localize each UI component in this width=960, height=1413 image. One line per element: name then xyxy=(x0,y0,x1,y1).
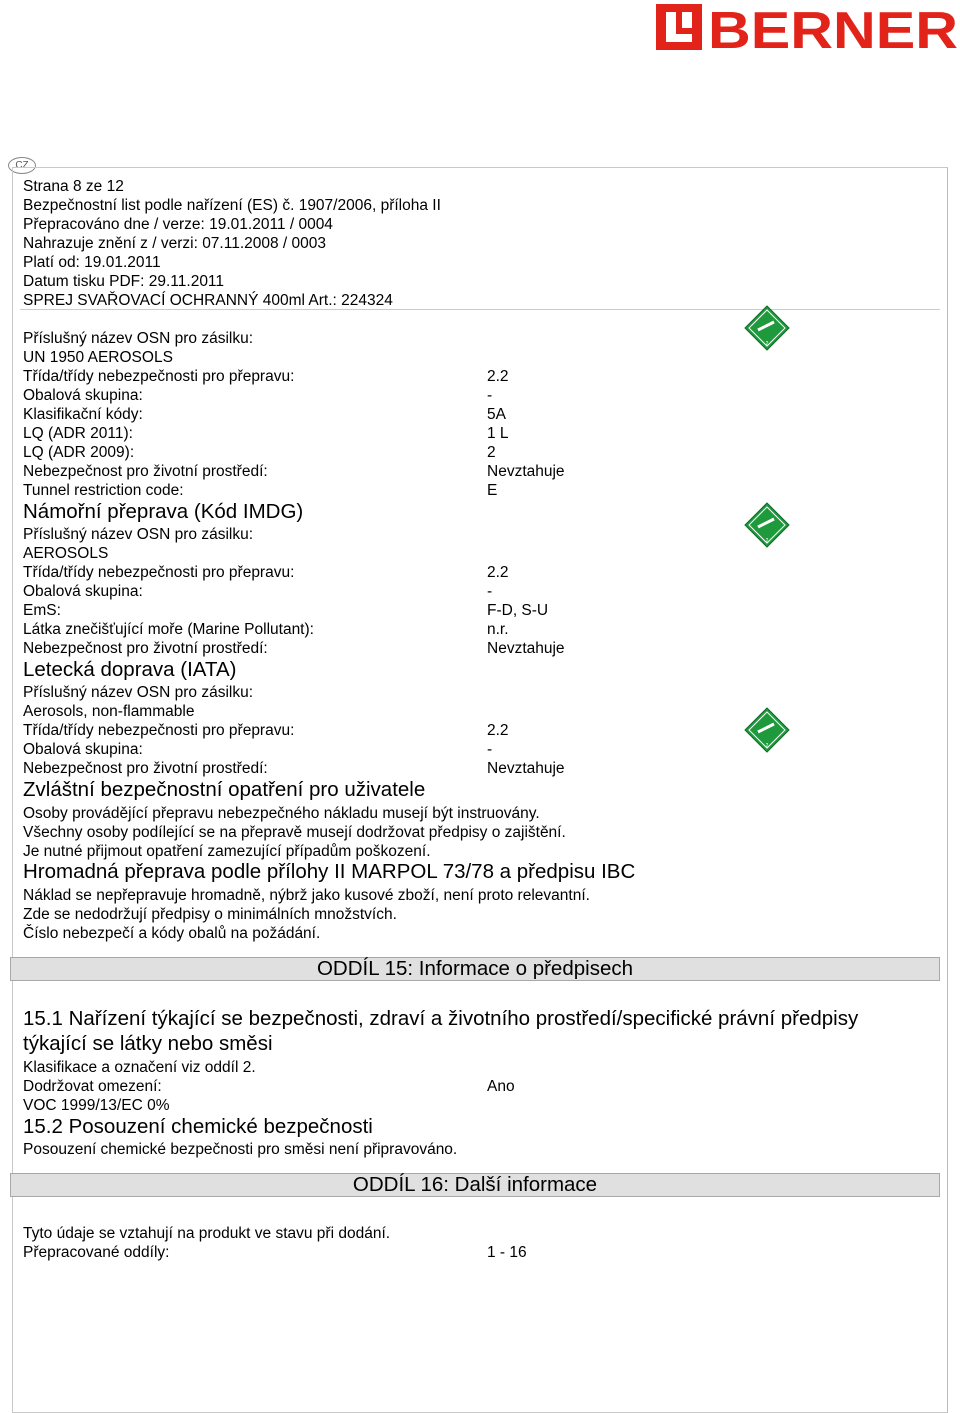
adr-env-label: Nebezpečnost pro životní prostředí: xyxy=(23,463,268,480)
adr-packing-value: - xyxy=(487,387,493,404)
berner-logo xyxy=(656,4,960,52)
special-heading: Zvláštní bezpečnostní opatření pro uživatele xyxy=(23,778,426,801)
marpol-line: Zde se nedodržují předpisy o minimálních množstvích. xyxy=(23,906,397,923)
imdg-un-value: AEROSOLS xyxy=(23,545,109,562)
print-date-line: Datum tisku PDF: 29.11.2011 xyxy=(23,273,225,290)
imdg-env-label: Nebezpečnost pro životní prostředí: xyxy=(23,640,268,657)
marpol-line: Náklad se nepřepravuje hromadně, nýbrž jako kusové zboží, není proto relevantní. xyxy=(23,887,590,904)
special-line: Osoby provádějící přepravu nebezpečného nákladu musejí být instruovány. xyxy=(23,805,540,822)
adr-env-value: Nevztahuje xyxy=(487,463,565,480)
gas-cylinder-pictogram-icon xyxy=(744,305,790,351)
special-line: Je nutné přijmout opatření zamezující případům poškození. xyxy=(23,843,431,860)
adr-codes-label: Klasifikační kódy: xyxy=(23,406,143,423)
iata-class-label: Třída/třídy nebezpečnosti pro přepravu: xyxy=(23,722,295,739)
adr-tunnel-value: E xyxy=(487,482,498,499)
imdg-heading: Námořní přeprava (Kód IMDG) xyxy=(23,500,304,523)
section-15-2-heading: 15.2 Posouzení chemické bezpečnosti xyxy=(23,1115,373,1138)
adr-lq2011-value: 1 L xyxy=(487,425,509,442)
special-line: Všechny osoby podílející se na přepravě musejí dodržovat předpisy o zajištění. xyxy=(23,824,566,841)
imdg-packing-label: Obalová skupina: xyxy=(23,583,143,600)
adr-lq2011-label: LQ (ADR 2011): xyxy=(23,425,133,442)
iata-un-value: Aerosols, non-flammable xyxy=(23,703,195,720)
section-15-1-heading: 15.1 Nařízení týkající se bezpečnosti, zdraví a životního prostředí/specifické právní předpisy xyxy=(23,1007,859,1030)
voc-line: VOC 1999/13/EC 0% xyxy=(23,1097,170,1114)
adr-tunnel-label: Tunnel restriction code: xyxy=(23,482,184,499)
marpol-heading: Hromadná přeprava podle přílohy II MARPOL 73/78 a předpisu IBC xyxy=(23,860,636,883)
adr-class-label: Třída/třídy nebezpečnosti pro přepravu: xyxy=(23,368,295,385)
imdg-class-value: 2.2 xyxy=(487,564,509,581)
imdg-env-value: Nevztahuje xyxy=(487,640,565,657)
page-number: Strana 8 ze 12 xyxy=(23,178,124,195)
adr-lq2009-label: LQ (ADR 2009): xyxy=(23,444,135,461)
imdg-pollutant-label: Látka znečišťující moře (Marine Pollutant): xyxy=(23,621,314,638)
svg-text:2: 2 xyxy=(765,538,769,544)
section-16-title: ODDÍL 16: Další informace xyxy=(10,1173,940,1197)
restriction-label: Dodržovat omezení: xyxy=(23,1078,162,1095)
imdg-packing-value: - xyxy=(487,583,493,600)
restriction-value: Ano xyxy=(487,1078,515,1095)
revised-sections-value: 1 - 16 xyxy=(487,1244,527,1261)
iata-packing-label: Obalová skupina: xyxy=(23,741,143,758)
marpol-line: Číslo nebezpečí a kódy obalů na požádání. xyxy=(23,925,321,942)
section-15-1-heading-cont: týkající se látky nebo směsi xyxy=(23,1032,273,1055)
product-line: SPREJ SVAŘOVACÍ OCHRANNÝ 400ml Art.: 224324 xyxy=(23,292,393,309)
gas-cylinder-pictogram-icon xyxy=(744,707,790,753)
classification-line: Klasifikace a označení viz oddíl 2. xyxy=(23,1059,256,1076)
imdg-ems-value: F-D, S-U xyxy=(487,602,549,619)
adr-packing-label: Obalová skupina: xyxy=(23,387,143,404)
imdg-class-label: Třída/třídy nebezpečnosti pro přepravu: xyxy=(23,564,295,581)
svg-text:2: 2 xyxy=(765,341,769,347)
section-15-2-text: Posouzení chemické bezpečnosti pro směsi není připravováno. xyxy=(23,1141,458,1158)
svg-text:BERNER: BERNER xyxy=(708,4,958,52)
iata-un-label: Příslušný název OSN pro zásilku: xyxy=(23,684,254,701)
section-16-line: Tyto údaje se vztahují na produkt ve stavu při dodání. xyxy=(23,1225,391,1242)
iata-heading: Letecká doprava (IATA) xyxy=(23,658,237,681)
language-badge: CZ xyxy=(8,157,36,174)
adr-un-value: UN 1950 AEROSOLS xyxy=(23,349,173,366)
iata-packing-value: - xyxy=(487,741,493,758)
imdg-ems-label: EmS: xyxy=(23,602,61,619)
section-15-title: ODDÍL 15: Informace o předpisech xyxy=(10,957,940,981)
adr-lq2009-value: 2 xyxy=(487,444,496,461)
iata-class-value: 2.2 xyxy=(487,722,509,739)
replaces-line: Nahrazuje znění z / verzi: 07.11.2008 / 0003 xyxy=(23,235,327,252)
adr-codes-value: 5A xyxy=(487,406,506,423)
regulation-line: Bezpečnostní list podle nařízení (ES) č. 1907/2006, příloha II xyxy=(23,197,441,214)
adr-class-value: 2.2 xyxy=(487,368,509,385)
valid-from-line: Platí od: 19.01.2011 xyxy=(23,254,161,271)
imdg-pollutant-value: n.r. xyxy=(487,621,509,638)
revised-sections-label: Přepracované oddíly: xyxy=(23,1244,170,1261)
svg-text:2: 2 xyxy=(765,743,769,749)
gas-cylinder-pictogram-icon xyxy=(744,502,790,548)
revised-line: Přepracováno dne / verze: 19.01.2011 / 0004 xyxy=(23,216,333,233)
header-divider xyxy=(20,309,940,310)
adr-un-label: Příslušný název OSN pro zásilku: xyxy=(23,330,254,347)
iata-env-value: Nevztahuje xyxy=(487,760,565,777)
iata-env-label: Nebezpečnost pro životní prostředí: xyxy=(23,760,268,777)
imdg-un-label: Příslušný název OSN pro zásilku: xyxy=(23,526,254,543)
